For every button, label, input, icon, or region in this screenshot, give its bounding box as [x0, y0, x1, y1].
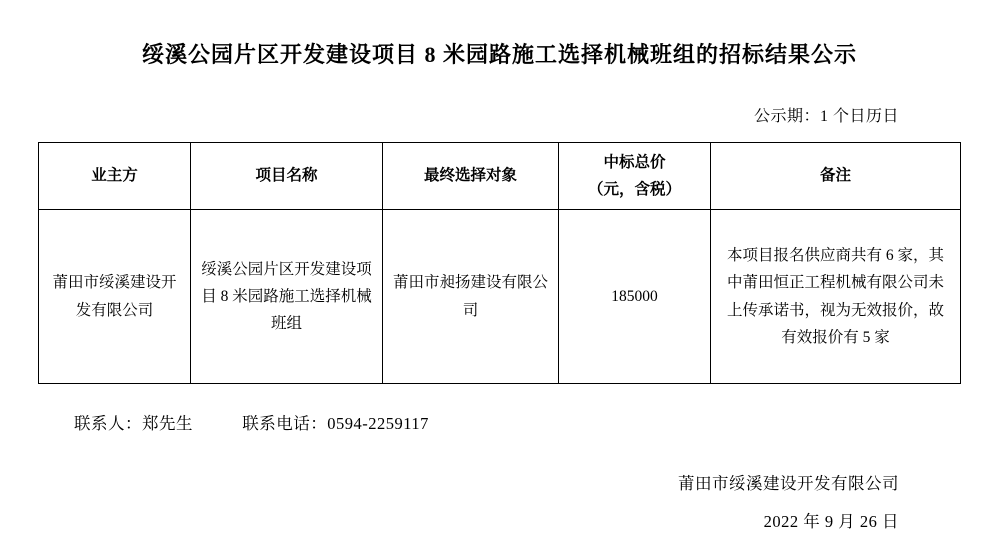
notice-period: 公示期：1 个日历日	[753, 107, 899, 125]
column-header-winner: 最终选择对象	[383, 142, 559, 209]
bid-result-table	[38, 142, 961, 384]
cell-winner: 莆田市昶扬建设有限公司	[383, 210, 559, 384]
contact-person: 联系人：郑先生	[74, 414, 193, 434]
column-header-price	[559, 142, 711, 209]
cell-remark: 本项目报名供应商共有 6 家，其中莆田恒正工程机械有限公司未上传承诺书，视为无效报价，故有效报价有 5 家	[711, 210, 961, 384]
column-header-remark: 备注	[711, 142, 961, 209]
cell-project: 绥溪公园片区开发建设项目 8 米园路施工选择机械班组	[191, 210, 383, 384]
cell-owner: 莆田市绥溪建设开发有限公司	[39, 210, 191, 384]
page-title: 绥溪公园片区开发建设项目 8 米园路施工选择机械班组的招标结果公示	[141, 42, 857, 67]
table-row	[39, 210, 961, 384]
column-header-owner: 业主方	[39, 142, 191, 209]
column-header-price-line2: （元，含税）	[587, 180, 681, 198]
contact-phone: 联系电话：0594-2259117	[242, 414, 429, 434]
contact-line	[38, 384, 961, 434]
cell-price: 185000	[559, 210, 711, 384]
column-header-project: 项目名称	[191, 142, 383, 209]
table-header-row	[39, 142, 961, 209]
signature-date: 2022 年 9 月 26 日	[763, 512, 899, 532]
signature-company: 莆田市绥溪建设开发有限公司	[678, 474, 899, 494]
column-header-price-line1: 中标总价	[603, 153, 666, 171]
